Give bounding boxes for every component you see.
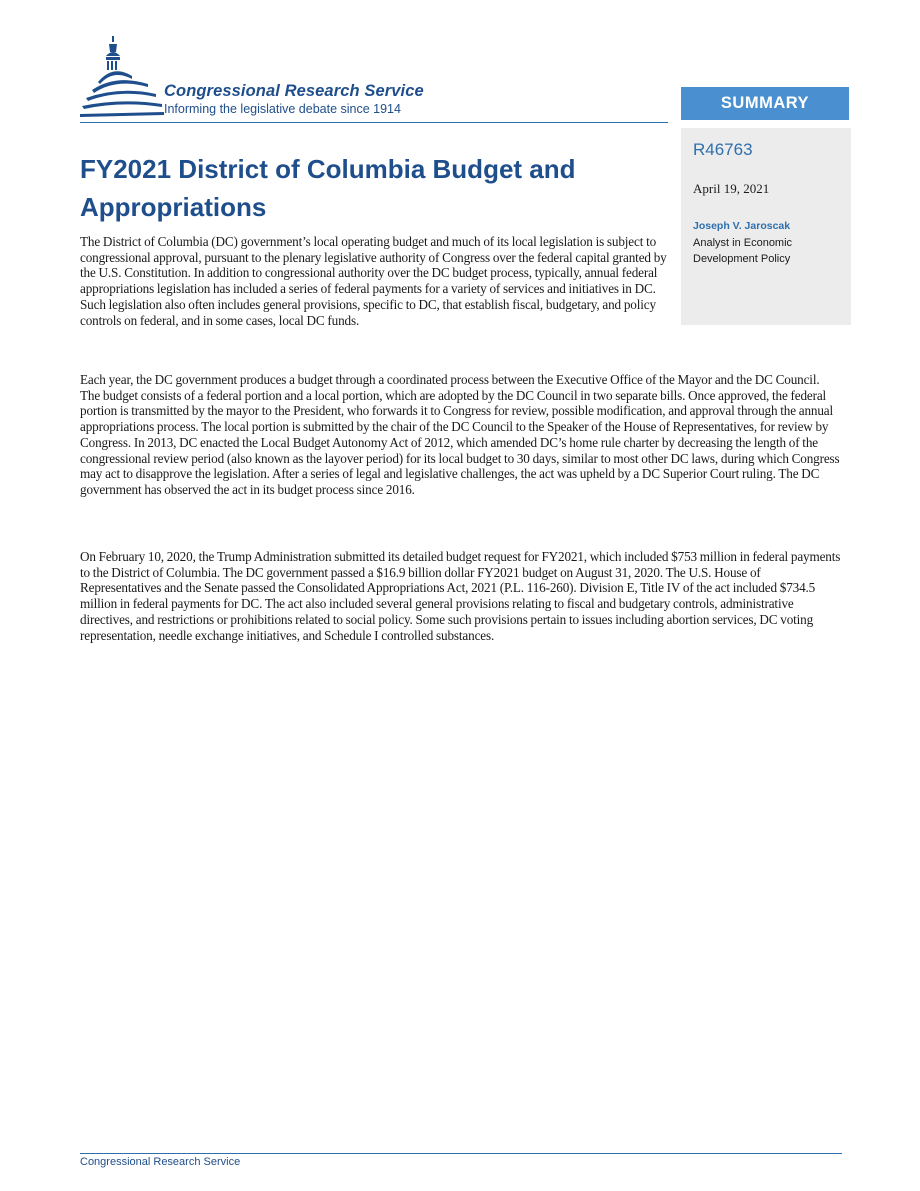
crs-logo: [80, 36, 480, 122]
header-divider: [80, 122, 668, 123]
author-title: Analyst in Economic Development Policy: [693, 237, 793, 265]
summary-paragraph: Each year, the DC government produces a budget through a coordinated process between the Executive Office of the Mayor and the DC Council. The budget consists of a federal portion and a local portion, which are adopted by the DC Council in two separate bills. Once approved, the federal portion is transmitted by the mayor to the President, who forwards it to Congress for review, possible modification, and approval through the annual appropriations process. The local portion is submitted by the chair of the DC Council to the Speaker of the House of Representatives, for review by Congress. In 2013, DC enacted the Local Budget Autonomy Act of 2012, which amended DC’s home rule charter by decreasing the length of the congressional review period (also known as the layover period) for its local budget to 30 days, similar to most other DC laws, during which Congress may act to disapprove the legislation. After a series of legal and legislative challenges, the act was upheld by a DC Superior Court ruling. The DC government has observed the act in its budget process since 2016.: [80, 372, 840, 497]
report-date: April 19, 2021: [693, 181, 770, 196]
org-tagline: Informing the legislative debate since 1914: [164, 102, 401, 116]
footer-divider: [80, 1153, 842, 1154]
report-number: R46763: [693, 140, 753, 159]
org-name: Congressional Research Service: [164, 82, 424, 100]
author-name: Joseph V. Jaroscak: [693, 220, 791, 232]
capitol-dome-icon: [80, 36, 164, 122]
footer-text: Congressional Research Service: [80, 1156, 241, 1168]
summary-paragraph: On February 10, 2020, the Trump Administration submitted its detailed budget request for FY2021, which included $753 million in federal payments to the District of Columbia. The DC government passed a $16.9 billion dollar FY2021 budget on August 31, 2020. The U.S. House of Representatives and the Senate passed the Consolidated Appropriations Act, 2021 (P.L. 116-260). Division E, Title IV of the act included $734.5 million in federal payments for DC. The act also included several general provisions relating to fiscal and budgetary controls, administrative directives, and restrictions or prohibitions related to social policy. Some such provisions pertain to issues including abortion services, DC voting representation, needle exchange initiatives, and Schedule I controlled substances.: [80, 549, 841, 643]
document-title: FY2021 District of Columbia Budget and Appropriations: [80, 154, 576, 222]
summary-paragraph: The District of Columbia (DC) government’s local operating budget and much of its local legislation is subject to congressional approval, pursuant to the plenary legislative authority of Congress over the federal capital granted by the U.S. Constitution. In addition to congressional authority over the DC budget process, typically, annual federal appropriations legislation has included a series of federal payments for a variety of services and initiatives in DC. Such legislation also often includes general provisions, specific to DC, that establish fiscal, budgetary, and policy controls on federal, and in some cases, local DC funds.: [80, 234, 667, 328]
summary-label: SUMMARY: [681, 87, 849, 120]
